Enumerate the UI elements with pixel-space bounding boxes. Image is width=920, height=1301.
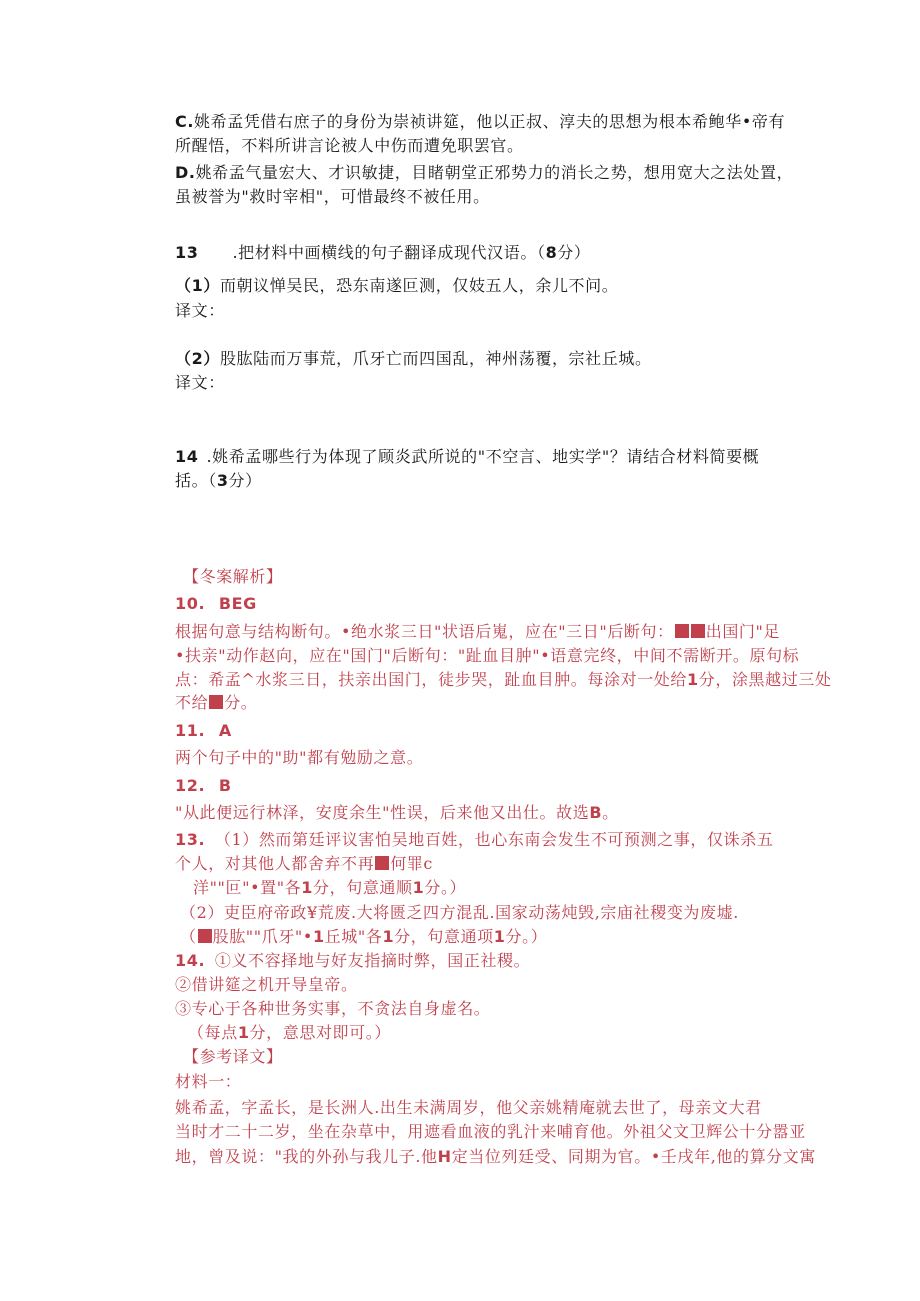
answer-14-line-1: 14. ①义不容择地与好友指摘时弊，国正社稷。 [175,951,531,970]
material-1-label: 材料一： [175,1072,242,1091]
question-14-stem-line-1: 14 .姚希孟哪些行为体现了顾炎武所说的"不空言、地实学"？请结合材料简要概 [175,447,760,466]
answer-10-line-2: •扶亲"动作赵向，应在"国门"后断句："趾血目肿"•语意完终，中间不需断开。原句标 [175,646,800,665]
option-d-line-1: D.姚希孟气量宏大、才识敏捷，目睹朝堂正邪势力的消长之势，想用宽大之法处置， [175,163,794,182]
answer-13-line-1: 13. （1）然而第廷评议害怕吴地百姓，也心东南会发生不可预测之事，仅诛杀五 [175,830,774,849]
option-c-line-1: C.姚希孟凭借右庶子的身份为崇祯讲筵，他以正叔、淳夫的思想为根本希鲍华•帝有 [175,112,786,131]
answer-12-line-1: "从此便远行林泽，安度余生"性误，后来他又出仕。故选B。 [175,803,619,822]
answer-11-header: 11. A [175,721,232,740]
answer-14-line-4: （每点1分，意思对即可。） [188,1023,391,1042]
question-13-sentence-2: （2）股肱陆而万事荒，爪牙亡而四国乱，神州荡覆，宗社丘城。 [175,349,652,368]
answer-12-header: 12. B [175,776,232,795]
redaction-block [675,624,689,638]
answer-13-line-2: 个人，对其他人都舍弃不再 何罪c [175,854,433,873]
redaction-block [375,856,389,870]
question-13-translation-label-1: 译文： [175,301,225,320]
answer-13-line-5: （ 股肱""爪牙"•1丘城"各1分，句意通项1分。） [180,927,548,946]
answer-13-line-4: （2）吏臣府帝政¥荒废.大将匮乏四方混乱.国家动荡炖毁,宗庙社稷变为废墟. [180,903,739,922]
answer-10-line-3: 点：希孟^水浆三日，扶亲出国门，徒步哭，趾血目肿。每涂对一处给1分，涂黑越过三处 [175,670,832,689]
answer-10-header: 10. BEG [175,594,257,613]
option-d-line-2: 虽被誉为"救时宰相"，可惜最终不被任用。 [175,187,490,206]
answer-10-line-1: 根据句意与结构断句。•绝水浆三日"状语后嵬，应在"三日"后断句： 出国门"足 [175,622,781,641]
translation-line-1: 姚希孟，字孟长，是长洲人.出生未满周岁，他父亲姚精庵就去世了，母亲文大君 [175,1098,762,1117]
answer-heading: 【冬案解析】 [183,567,283,586]
redaction-block [209,695,223,709]
translation-line-3: 地，曾及说："我的外孙与我儿子.他H定当位列廷受、同期为官。•壬戌年,他的算分文寓 [175,1147,816,1166]
option-c-line-2: 所醒悟，不料所讲言论被人中伤而遭免职罢官。 [175,136,524,155]
question-13-translation-label-2: 译文： [175,373,225,392]
translation-line-2: 当时才二十二岁，坐在杂草中，用遮看血液的乳汁来哺育他。外祖父文卫辉公十分嚣亚 [175,1122,806,1141]
question-13-number: 13 [175,243,199,262]
answer-10-line-4: 不给 分。 [175,693,258,712]
redaction-block [691,624,705,638]
question-14-stem-line-2: 括。（3分） [175,471,262,490]
answer-14-line-3: ③专心于各种世务实事，不贪法自身虚名。 [175,999,491,1018]
option-d-label: D. [175,163,196,182]
answer-11-line-1: 两个句子中的"助"都有勉励之意。 [175,748,424,767]
answer-13-line-3: 洋""叵"•置"各1分，句意通顺1分。） [193,878,467,897]
question-13-sentence-1: （1）而朝议惮吴民，恐东南遂叵测，仅妓五人，余儿不问。 [175,276,619,295]
question-13-stem: 13 .把材料中画横线的句子翻译成现代汉语。（8分） [175,243,591,262]
redaction-block [198,929,212,943]
reference-translation-heading: 【参考译文】 [183,1047,283,1066]
answer-14-line-2: ②借讲筵之机开导皇帝。 [175,975,358,994]
option-c-label: C. [175,112,195,131]
question-14-number: 14 [175,447,199,466]
